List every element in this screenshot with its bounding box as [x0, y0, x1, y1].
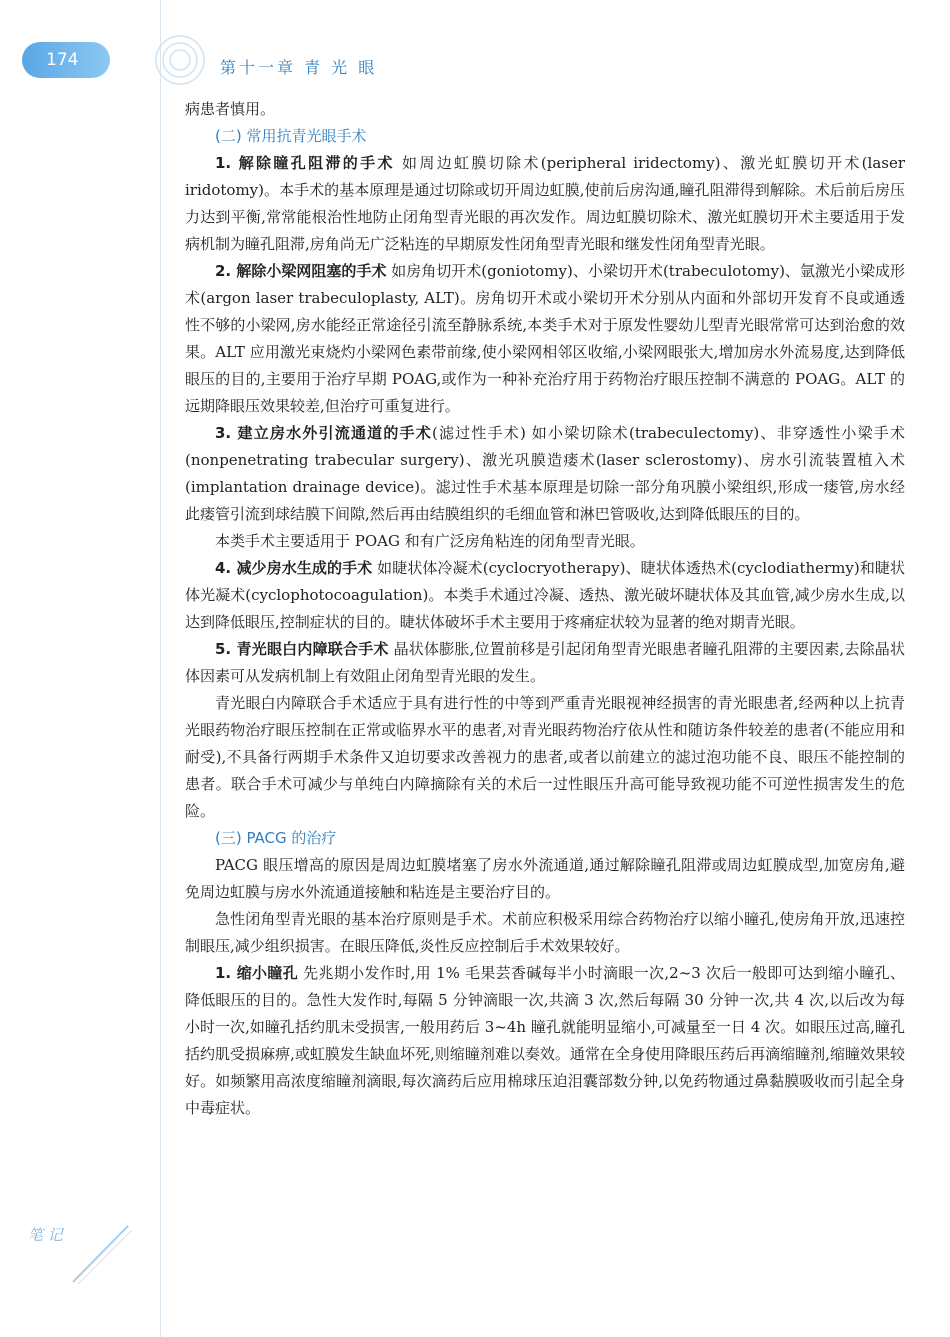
paragraph-pacg-2: 急性闭角型青光眼的基本治疗原则是手术。术前应积极采用综合药物治疗以缩小瞳孔,使房角开放,迅速控制眼压,减少组织损害。在眼压降低,炎性反应控制后手术效果较好。	[185, 910, 905, 955]
paragraph-surgery-2	[185, 258, 905, 420]
text-surgery-5: 晶状体膨胀,位置前移是引起闭角型青光眼患者瞳孔阻滞的主要因素,去除晶状体因素可从发病机制上有效阻止闭角型青光眼的发生。	[185, 640, 905, 685]
subheading-surgery-3: 3. 建立房水外引流通道的手术	[215, 424, 432, 442]
chapter-title: 第十一章 青 光 眼	[220, 58, 378, 77]
subheading-surgery-5: 5. 青光眼白内障联合手术	[215, 640, 389, 658]
notes-margin	[28, 1220, 138, 1290]
page-number: 174	[46, 50, 79, 70]
paragraph-surgery-1	[185, 150, 905, 258]
section-heading-pacg: (三) PACG 的治疗	[215, 829, 337, 847]
subheading-surgery-4: 4. 减少房水生成的手术	[215, 559, 373, 577]
notes-label: 笔 记	[28, 1226, 63, 1244]
text-surgery-4: 如睫状体冷凝术(cyclocryotherapy)、睫状体透热术(cyclodiathermy)和睫状体光凝术(cyclophotocoagulation)。本类手术通过冷凝、透热、激光破坏睫状体及其血管,减少房水生成,以达到降低眼压,控制症状的目的。睫状体破坏手术主要用于疼痛症状较为显著的绝对期青光眼。	[185, 559, 906, 631]
paragraph-pacg-1: PACG 眼压增高的原因是周边虹膜堵塞了房水外流通道,通过解除瞳孔阻滞或周边虹膜成型,加宽房角,避免周边虹膜与房水外流通道接触和粘连是主要治疗目的。	[185, 856, 905, 901]
page-number-tab	[22, 42, 110, 78]
swirl-decoration-icon	[150, 30, 210, 90]
subheading-treatment-1: 1. 缩小瞳孔	[215, 964, 299, 982]
paragraph-surgery-3-extra: 本类手术主要适用于 POAG 和有广泛房角粘连的闭角型青光眼。	[215, 532, 645, 550]
text-surgery-1: 如周边虹膜切除术(peripheral iridectomy)、激光虹膜切开术(laser iridotomy)。本手术的基本原理是通过切除或切开周边虹膜,使前后房沟通,瞳孔阻滞得到解除。术后前后房压力达到平衡,常常能根治性地防止闭角型青光眼的再次发作。周边虹膜切除术、激光虹膜切开术主要适用于发病机制为瞳孔阻滞,房角尚无广泛粘连的早期原发性闭角型青光眼和继发性闭角型青光眼。	[185, 154, 906, 253]
subheading-surgery-1: 1. 解除瞳孔阻滞的手术	[215, 154, 395, 172]
paragraph-surgery-5	[185, 636, 905, 690]
paragraph-surgery-5-extra: 青光眼白内障联合手术适应于具有进行性的中等到严重青光眼视神经损害的青光眼患者,经两种以上抗青光眼药物治疗眼压控制在正常或临界水平的患者,对青光眼药物治疗依从性和随访条件较差的患者(不能应用和耐受),不具备行两期手术条件又迫切要求改善视力的患者,或者以前建立的滤过泡功能不良、眼压不能控制的患者。联合手术可减少与单纯白内障摘除有关的术后一过性眼压升高可能导致视功能不可逆性损害发生的危险。	[185, 694, 905, 820]
margin-rule	[160, 0, 161, 1337]
pencil-line-icon	[28, 1220, 138, 1290]
text-surgery-3: (滤过性手术) 如小梁切除术(trabeculectomy)、非穿透性小梁手术(nonpenetrating trabecular surgery)、激光巩膜造瘘术(laser sclerostomy)、房水引流装置植入术(implantation drainage device)。滤过性手术基本原理是切除一部分角巩膜小梁组织,形成一瘘管,房水经此瘘管引流到球结膜下间隙,然后再由结膜组织的毛细血管和淋巴管吸收,达到降低眼压的目的。	[185, 424, 905, 523]
paragraph-surgery-3	[185, 420, 905, 528]
text-treatment-1: 先兆期小发作时,用 1% 毛果芸香碱每半小时滴眼一次,2~3 次后一般即可达到缩小瞳孔、降低眼压的目的。急性大发作时,每隔 5 分钟滴眼一次,共滴 3 次,然后每隔 30 分钟一次,共 4 次,以后改为每小时一次,如瞳孔括约肌未受损害,一般用药后 3~4h 瞳孔就能明显缩小,可减量至一日 4 次。如眼压过高,瞳孔括约肌受损麻痹,或虹膜发生缺血坏死,则缩瞳剂难以奏效。通常在全身使用降眼压药后再滴缩瞳剂,缩瞳效果较好。如频繁用高浓度缩瞳剂滴眼,每次滴药后应用棉球压迫泪囊部数分钟,以免药物通过鼻黏膜吸收而引起全身中毒症状。	[185, 964, 905, 1117]
paragraph-surgery-4	[185, 555, 905, 636]
intro-paragraph: 病患者慎用。	[185, 100, 276, 118]
paragraph-treatment-1	[185, 960, 905, 1122]
page-body	[185, 96, 905, 1122]
section-heading-surgery: (二) 常用抗青光眼手术	[215, 127, 367, 145]
subheading-surgery-2: 2. 解除小梁网阻塞的手术	[215, 262, 387, 280]
text-surgery-2: 如房角切开术(goniotomy)、小梁切开术(trabeculotomy)、氩激光小梁成形术(argon laser trabeculoplasty, ALT)。房角切开术或小梁切开术分别从内面和外部切开发育不良或通透性不够的小梁网,房水能经正常途径引流至静脉系统,本类手术对于原发性婴幼儿型青光眼常常可达到治愈的效果。ALT 应用激光束烧灼小梁网色素带前缘,使小梁网相邻区收缩,小梁网眼张大,增加房水外流易度,达到降低眼压的目的,主要用于治疗早期 POAG,或作为一种补充治疗用于药物治疗眼压控制不满意的 POAG。ALT 的远期降眼压效果较差,但治疗可重复进行。	[185, 262, 905, 415]
